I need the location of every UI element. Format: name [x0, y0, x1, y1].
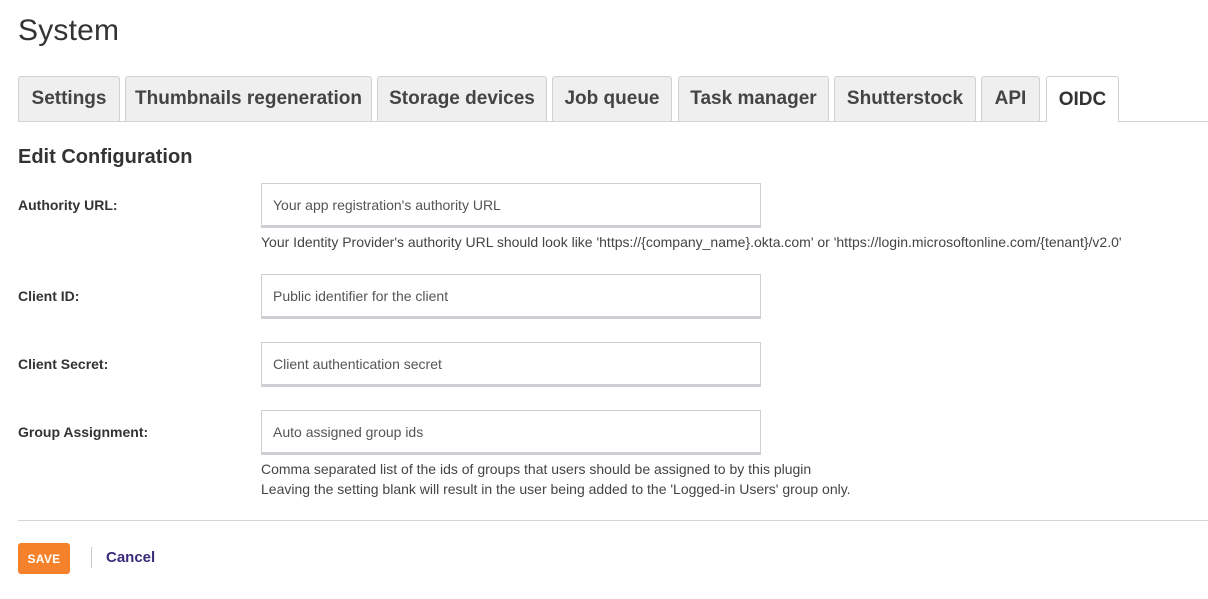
group-assignment-input[interactable] [261, 410, 761, 455]
action-separator [91, 547, 92, 568]
tab-task-manager[interactable]: Task manager [678, 76, 829, 121]
client-id-label: Client ID: [18, 288, 80, 304]
group-assignment-help-line1: Comma separated list of the ids of groups that users should be assigned to by this plugin [261, 461, 812, 477]
tab-job-queue[interactable]: Job queue [552, 76, 672, 121]
tab-oidc[interactable]: OIDC [1046, 76, 1119, 122]
save-button[interactable]: SAVE [18, 543, 70, 574]
authority-url-label: Authority URL: [18, 197, 118, 213]
client-secret-label: Client Secret: [18, 356, 109, 372]
client-secret-input[interactable] [261, 342, 761, 387]
tab-settings[interactable]: Settings [18, 76, 120, 121]
client-id-input[interactable] [261, 274, 761, 319]
cancel-link[interactable]: Cancel [106, 549, 156, 566]
section-title: Edit Configuration [18, 146, 193, 168]
tab-shutterstock[interactable]: Shutterstock [834, 76, 976, 121]
authority-url-input[interactable] [261, 183, 761, 228]
form-divider [18, 520, 1208, 521]
tab-api[interactable]: API [981, 76, 1040, 121]
tab-thumbnails-regeneration[interactable]: Thumbnails regeneration [125, 76, 372, 121]
tab-storage-devices[interactable]: Storage devices [377, 76, 547, 121]
group-assignment-label: Group Assignment: [18, 424, 149, 440]
authority-url-help: Your Identity Provider's authority URL should look like 'https://{company_name}.okta.com' or 'https://login.microsoftonline.com/{tenant}/v2.0' [261, 234, 1122, 250]
group-assignment-help-line2: Leaving the setting blank will result in the user being added to the 'Logged-in Users' group only. [261, 481, 851, 497]
page-title: System [18, 14, 120, 47]
tab-bar [18, 76, 1208, 122]
